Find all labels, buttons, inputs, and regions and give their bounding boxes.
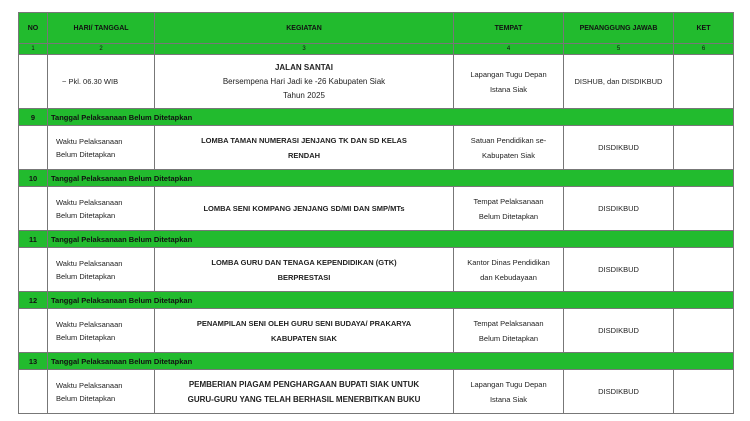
ket-cell bbox=[674, 370, 734, 414]
section-label: Tanggal Pelaksanaan Belum Ditetapkan bbox=[48, 292, 734, 309]
kegiatan-line: BERPRESTASI bbox=[277, 272, 331, 282]
row-number: 11 bbox=[19, 231, 48, 248]
column-number: 6 bbox=[674, 44, 734, 55]
tempat-cell bbox=[454, 309, 564, 353]
table-row bbox=[19, 370, 734, 414]
tempat-line: Tempat Pelaksanaan bbox=[473, 318, 544, 328]
kegiatan-title: JALAN SANTAI bbox=[274, 62, 334, 72]
tempat-cell bbox=[454, 370, 564, 414]
section-label: Tanggal Pelaksanaan Belum Ditetapkan bbox=[48, 231, 734, 248]
kegiatan-line: LOMBA SENI KOMPANG JENJANG SD/MI DAN SMP/MTs bbox=[203, 204, 405, 213]
tempat-cell bbox=[454, 187, 564, 231]
waktu-line: Belum Ditetapkan bbox=[56, 393, 116, 403]
header-no: NO bbox=[19, 13, 48, 44]
waktu-line: Waktu Pelaksanaan bbox=[56, 136, 123, 146]
waktu-line: Belum Ditetapkan bbox=[56, 271, 116, 281]
waktu-text: ~ Pkl. 06.30 WIB bbox=[62, 77, 119, 86]
waktu-cell bbox=[48, 55, 155, 109]
column-number: 3 bbox=[155, 44, 454, 55]
kegiatan-cell bbox=[155, 55, 454, 109]
tempat-line: Lapangan Tugu Depan bbox=[470, 379, 547, 389]
section-label: Tanggal Pelaksanaan Belum Ditetapkan bbox=[48, 170, 734, 187]
penanggung-jawab-cell: DISHUB, dan DISDIKBUD bbox=[564, 55, 674, 109]
waktu-cell bbox=[48, 309, 155, 353]
waktu-line: Belum Ditetapkan bbox=[56, 332, 116, 342]
section-row bbox=[19, 109, 734, 126]
penanggung-jawab-cell: DISDIKBUD bbox=[564, 187, 674, 231]
tempat-line: Istana Siak bbox=[489, 394, 528, 404]
header-hari-tanggal: HARI/ TANGGAL bbox=[48, 13, 155, 44]
header-penanggung-jawab: PENANGGUNG JAWAB bbox=[564, 13, 674, 44]
penanggung-jawab-cell: DISDIKBUD bbox=[564, 309, 674, 353]
kegiatan-line: LOMBA TAMAN NUMERASI JENJANG TK DAN SD KELAS bbox=[201, 135, 407, 145]
row-number: 13 bbox=[19, 353, 48, 370]
section-label: Tanggal Pelaksanaan Belum Ditetapkan bbox=[48, 353, 734, 370]
kegiatan-line: PENAMPILAN SENI OLEH GURU SENI BUDAYA/ PRAKARYA bbox=[196, 318, 412, 328]
schedule-table bbox=[18, 12, 734, 414]
column-number-row bbox=[19, 44, 734, 55]
table-row bbox=[19, 248, 734, 292]
header-ket: KET bbox=[674, 13, 734, 44]
section-label: Tanggal Pelaksanaan Belum Ditetapkan bbox=[48, 109, 734, 126]
ket-cell bbox=[674, 187, 734, 231]
column-number: 4 bbox=[454, 44, 564, 55]
no-cell bbox=[19, 126, 48, 170]
tempat-cell bbox=[454, 126, 564, 170]
row-number: 12 bbox=[19, 292, 48, 309]
ket-cell bbox=[674, 55, 734, 109]
kegiatan-line: PEMBERIAN PIAGAM PENGHARGAAN BUPATI SIAK UNTUK bbox=[188, 379, 420, 389]
waktu-line: Waktu Pelaksanaan bbox=[56, 258, 123, 268]
section-row bbox=[19, 292, 734, 309]
waktu-line: Belum Ditetapkan bbox=[56, 210, 116, 220]
kegiatan-line: RENDAH bbox=[287, 150, 321, 160]
ket-cell bbox=[674, 309, 734, 353]
kegiatan-cell bbox=[155, 187, 454, 231]
tempat-line: Lapangan Tugu Depan bbox=[470, 69, 547, 79]
column-number: 2 bbox=[48, 44, 155, 55]
column-number: 5 bbox=[564, 44, 674, 55]
no-cell bbox=[19, 248, 48, 292]
no-cell bbox=[19, 187, 48, 231]
kegiatan-line: KABUPATEN SIAK bbox=[271, 333, 337, 343]
header-row bbox=[19, 13, 734, 44]
tempat-cell bbox=[454, 55, 564, 109]
table-row bbox=[19, 187, 734, 231]
tempat-line: Satuan Pendidikan se- bbox=[470, 135, 547, 145]
ket-cell bbox=[674, 248, 734, 292]
section-row bbox=[19, 170, 734, 187]
penanggung-jawab-cell: DISDIKBUD bbox=[564, 126, 674, 170]
waktu-cell bbox=[48, 187, 155, 231]
waktu-line: Waktu Pelaksanaan bbox=[56, 319, 123, 329]
tempat-line: dan Kebudayaan bbox=[480, 272, 537, 282]
tempat-line: Belum Ditetapkan bbox=[478, 333, 539, 343]
no-cell bbox=[19, 309, 48, 353]
table-row bbox=[19, 126, 734, 170]
penanggung-jawab-cell: DISDIKBUD bbox=[564, 248, 674, 292]
waktu-line: Waktu Pelaksanaan bbox=[56, 197, 123, 207]
header-tempat: TEMPAT bbox=[454, 13, 564, 44]
waktu-cell bbox=[48, 370, 155, 414]
penanggung-jawab-cell: DISDIKBUD bbox=[564, 370, 674, 414]
kegiatan-cell bbox=[155, 248, 454, 292]
waktu-line: Waktu Pelaksanaan bbox=[56, 380, 123, 390]
row-number: 10 bbox=[19, 170, 48, 187]
tempat-line: Istana Siak bbox=[489, 84, 528, 94]
waktu-cell bbox=[48, 126, 155, 170]
row-number: 9 bbox=[19, 109, 48, 126]
kegiatan-line: GURU-GURU YANG TELAH BERHASIL MENERBITKAN BUKU bbox=[187, 394, 421, 404]
header-kegiatan: KEGIATAN bbox=[155, 13, 454, 44]
tempat-line: Tempat Pelaksanaan bbox=[473, 196, 544, 206]
kegiatan-line: Bersempena Hari Jadi ke -26 Kabupaten Siak bbox=[222, 76, 386, 86]
table-row bbox=[19, 309, 734, 353]
tempat-line: Belum Ditetapkan bbox=[478, 211, 539, 221]
table-row bbox=[19, 55, 734, 109]
kegiatan-line: Tahun 2025 bbox=[283, 90, 325, 100]
tempat-line: Kantor Dinas Pendidikan bbox=[467, 257, 550, 267]
column-number: 1 bbox=[19, 44, 48, 55]
kegiatan-cell bbox=[155, 309, 454, 353]
tempat-line: Kabupaten Siak bbox=[482, 150, 535, 160]
kegiatan-line: LOMBA GURU DAN TENAGA KEPENDIDIKAN (GTK) bbox=[211, 257, 397, 267]
no-cell bbox=[19, 370, 48, 414]
waktu-cell bbox=[48, 248, 155, 292]
section-row bbox=[19, 231, 734, 248]
no-cell bbox=[19, 55, 48, 109]
waktu-line: Belum Ditetapkan bbox=[56, 149, 116, 159]
section-row bbox=[19, 353, 734, 370]
kegiatan-cell bbox=[155, 126, 454, 170]
ket-cell bbox=[674, 126, 734, 170]
tempat-cell bbox=[454, 248, 564, 292]
kegiatan-cell bbox=[155, 370, 454, 414]
